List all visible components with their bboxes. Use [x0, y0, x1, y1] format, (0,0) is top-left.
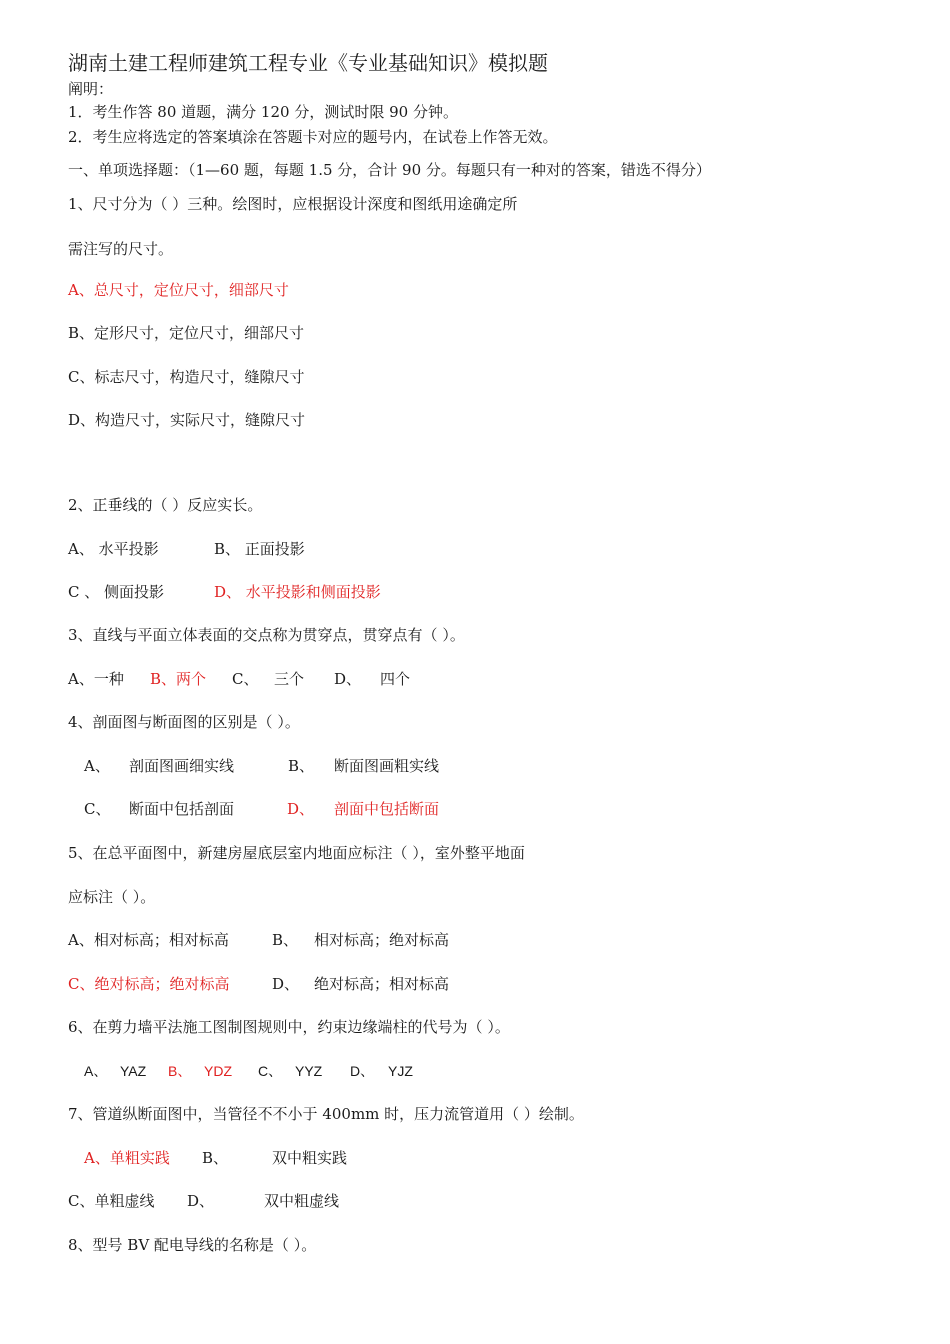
question-7-stem: 7、管道纵断面图中，当管径不不小于 400mm 时，压力流管道用（ ）绘制。: [68, 1105, 584, 1123]
question-1-option-d: D、构造尺寸，实际尺寸，缝隙尺寸: [68, 411, 306, 429]
question-4-option-d-text-correct: 剖面中包括断面: [334, 800, 440, 818]
question-8-stem: 8、型号 BV 配电导线的名称是（ ）。: [68, 1236, 317, 1254]
question-5-option-d: D、: [272, 975, 300, 993]
question-3-option-d: D、: [334, 670, 362, 688]
question-6-option-b-correct: B、: [168, 1063, 192, 1079]
question-2-options-row-1: [68, 539, 305, 559]
question-2-option-c: C 、 侧面投影: [68, 583, 165, 601]
question-7-option-d-text: 双中粗虚线: [264, 1192, 340, 1210]
question-1-stem: 1、尺寸分为（ ）三种。绘图时，应根据设计深度和图纸用途确定所: [68, 195, 518, 213]
question-3-stem: 3、直线与平面立体表面的交点称为贯穿点，贯穿点有（ ）。: [68, 626, 465, 644]
question-3-option-c: C、: [232, 670, 259, 688]
question-6-options-row: [84, 1061, 413, 1081]
note-1: 1．考生作答 80 道题，满分 120 分，测试时限 90 分钟。: [68, 103, 458, 121]
question-4-option-b: B、: [288, 757, 315, 775]
question-6-stem: 6、在剪力墙平法施工图制图规则中，约束边缘端柱的代号为（ ）。: [68, 1018, 510, 1036]
question-5-option-b-text: 相对标高；绝对标高: [314, 931, 450, 949]
section-heading: 一、单项选择题：（1—60 题，每题 1.5 分，合计 90 分。每题只有一种对的答案，错选不得分）: [68, 161, 711, 179]
question-6-option-a: A、: [84, 1063, 108, 1079]
question-5-option-d-text: 绝对标高；相对标高: [314, 975, 450, 993]
question-4-option-a: A、: [84, 757, 110, 775]
question-7-options-row-2: [68, 1191, 339, 1211]
question-7-option-b-text: 双中粗实践: [272, 1149, 348, 1167]
note-2: 2．考生应将选定的答案填涂在答题卡对应的题号内，在试卷上作答无效。: [68, 128, 558, 146]
question-7-options-row-1: [84, 1148, 347, 1168]
question-3-option-c-text: 三个: [274, 670, 305, 688]
question-4-options-row-2: [84, 799, 439, 819]
question-2-option-b: B、 正面投影: [214, 540, 305, 558]
question-1-option-a-correct: A、总尺寸，定位尺寸，细部尺寸: [68, 281, 289, 299]
question-6-option-d-text: YJZ: [388, 1063, 413, 1079]
question-1-stem-continued: 需注写的尺寸。: [68, 240, 174, 258]
question-3-option-a: A、一种: [68, 670, 124, 688]
question-5-option-a: A、相对标高；相对标高: [68, 931, 229, 949]
question-6-option-c-text: YYZ: [295, 1063, 323, 1079]
question-6-option-d: D、: [350, 1063, 375, 1079]
question-2-stem: 2、正垂线的（ ）反应实长。: [68, 496, 263, 514]
question-7-option-c: C、单粗虚线: [68, 1192, 155, 1210]
question-4-option-a-text: 剖面图画细实线: [129, 757, 235, 775]
notes-label: 阐明：: [68, 80, 114, 98]
question-4-option-b-text: 断面图画粗实线: [334, 757, 440, 775]
question-4-option-d-correct: D、: [287, 800, 315, 818]
question-7-option-a-correct: A、单粗实践: [84, 1149, 170, 1167]
question-7-option-b: B、: [202, 1149, 229, 1167]
question-3-option-d-text: 四个: [380, 670, 411, 688]
question-6-option-a-text: YAZ: [120, 1063, 147, 1079]
question-2-option-d-correct: D、 水平投影和侧面投影: [214, 583, 381, 601]
question-1-option-c: C、标志尺寸，构造尺寸，缝隙尺寸: [68, 368, 305, 386]
question-5-option-c-correct: C、绝对标高；绝对标高: [68, 975, 230, 993]
question-7-option-d: D、: [187, 1192, 215, 1210]
question-3-options-row: [68, 669, 410, 689]
question-3-option-b-correct: B、两个: [150, 670, 207, 688]
question-4-stem: 4、剖面图与断面图的区别是（ ）。: [68, 713, 300, 731]
question-5-stem: 5、在总平面图中，新建房屋底层室内地面应标注（ ），室外整平地面: [68, 844, 525, 862]
question-6-option-b-text-correct: YDZ: [204, 1063, 232, 1079]
question-2-options-row-2: [68, 582, 381, 602]
question-5-options-row-2: [68, 974, 449, 994]
question-4-option-c: C、: [84, 800, 111, 818]
question-4-options-row-1: [84, 756, 439, 776]
question-5-option-b: B、: [272, 931, 299, 949]
question-5-stem-continued: 应标注（ ）。: [68, 888, 156, 906]
question-2-option-a: A、 水平投影: [68, 540, 159, 558]
page-title: 湖南土建工程师建筑工程专业《专业基础知识》模拟题: [68, 51, 548, 75]
question-1-option-b: B、定形尺寸，定位尺寸，细部尺寸: [68, 324, 305, 342]
question-5-options-row-1: [68, 930, 449, 950]
question-4-option-c-text: 断面中包括剖面: [129, 800, 235, 818]
question-6-option-c: C、: [258, 1063, 283, 1079]
